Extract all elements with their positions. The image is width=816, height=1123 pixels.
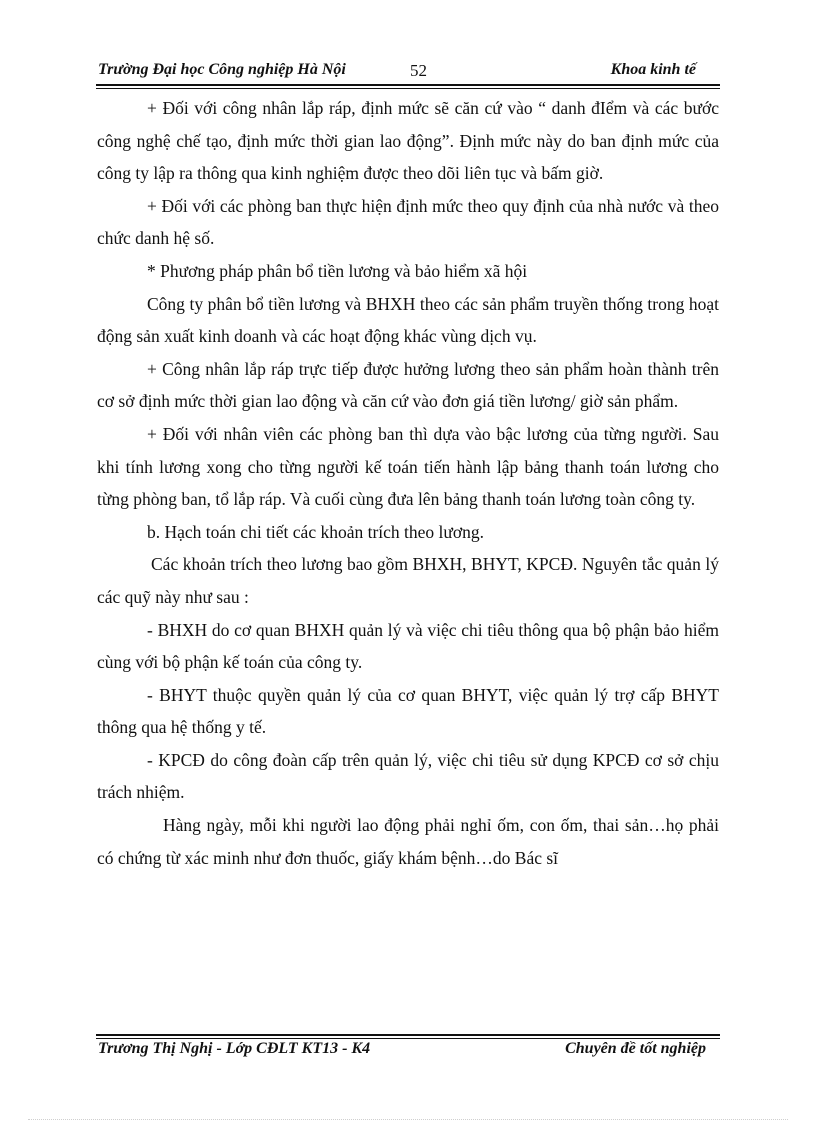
header-school-name: Trường Đại học Công nghiệp Hà Nội	[98, 61, 346, 78]
paragraph-assembly-norms: + Đối với công nhân lắp ráp, định mức sẽ căn cứ vào “ danh đIểm và các bước công nghệ chế tạo, định mức thời gian lao động”. Định mức này do ban định mức của công ty lập ra thông qua kinh nghiệm được theo dõi liên tục và bấm giờ.	[97, 98, 719, 184]
paragraph-bhxh: - BHXH do cơ quan BHXH quản lý và việc chi tiêu thông qua bộ phận bảo hiểm cùng với bộ phận kế toán của công ty.	[97, 619, 719, 673]
page-edge-dotted-line	[28, 1119, 788, 1120]
page-footer	[96, 1040, 720, 1062]
section-heading-b: b. Hạch toán chi tiết các khoản trích theo lương.	[147, 521, 485, 542]
footer-rule-thin	[96, 1038, 720, 1039]
paragraph-deductions-intro: Các khoản trích theo lương bao gồm BHXH, BHYT, KPCĐ. Nguyên tắc quản lý các quỹ này như sau :	[97, 554, 719, 607]
footer-thesis-title: Chuyên đề tốt nghiệp	[565, 1040, 706, 1057]
page-number: 52	[410, 61, 427, 80]
paragraph-allocation-intro: Công ty phân bổ tiền lương và BHXH theo các sản phẩm truyền thống trong hoạt động sản xuất kinh doanh và các hoạt động khác vùng dịch vụ.	[97, 293, 719, 347]
header-rule	[96, 84, 720, 86]
paragraph-kpcd: - KPCĐ do công đoàn cấp trên quản lý, việc chi tiêu sử dụng KPCĐ cơ sở chịu trách nhiệm.	[97, 749, 719, 803]
paragraph-department-norms: + Đối với các phòng ban thực hiện định mức theo quy định của nhà nước và theo chức danh hệ số.	[97, 195, 719, 249]
paragraph-department-staff: + Đối với nhân viên các phòng ban thì dựa vào bậc lương của từng người. Sau khi tính lương xong cho từng người kế toán tiến hành lập bảng thanh toán lương cho từng phòng ban, tổ lắp ráp. Và cuối cùng đưa lên bảng thanh toán lương toàn công ty.	[97, 423, 719, 510]
page-header	[96, 58, 720, 84]
document-body	[97, 92, 719, 874]
footer-rule	[96, 1034, 720, 1036]
paragraph-bhyt: - BHYT thuộc quyền quản lý của cơ quan BHYT, việc quản lý trợ cấp BHYT thông qua hệ thống y tế.	[97, 684, 719, 738]
paragraph-allocation-heading: * Phương pháp phân bổ tiền lương và bảo hiểm xã hội	[147, 260, 528, 281]
paragraph-daily-procedure: Hàng ngày, mỗi khi người lao động phải nghỉ ốm, con ốm, thai sản…họ phải có chứng từ xác minh như đơn thuốc, giấy khám bệnh…do Bác sĩ	[97, 815, 719, 868]
paragraph-assembly-workers: + Công nhân lắp ráp trực tiếp được hưởng lương theo sản phẩm hoàn thành trên cơ sở định mức thời gian lao động và căn cứ vào đơn giá tiền lương/ giờ sản phẩm.	[97, 358, 719, 412]
footer-author: Trương Thị Nghị - Lớp CĐLT KT13 - K4	[98, 1040, 371, 1057]
header-rule-thin	[96, 88, 720, 89]
header-faculty: Khoa kinh tế	[610, 61, 696, 78]
